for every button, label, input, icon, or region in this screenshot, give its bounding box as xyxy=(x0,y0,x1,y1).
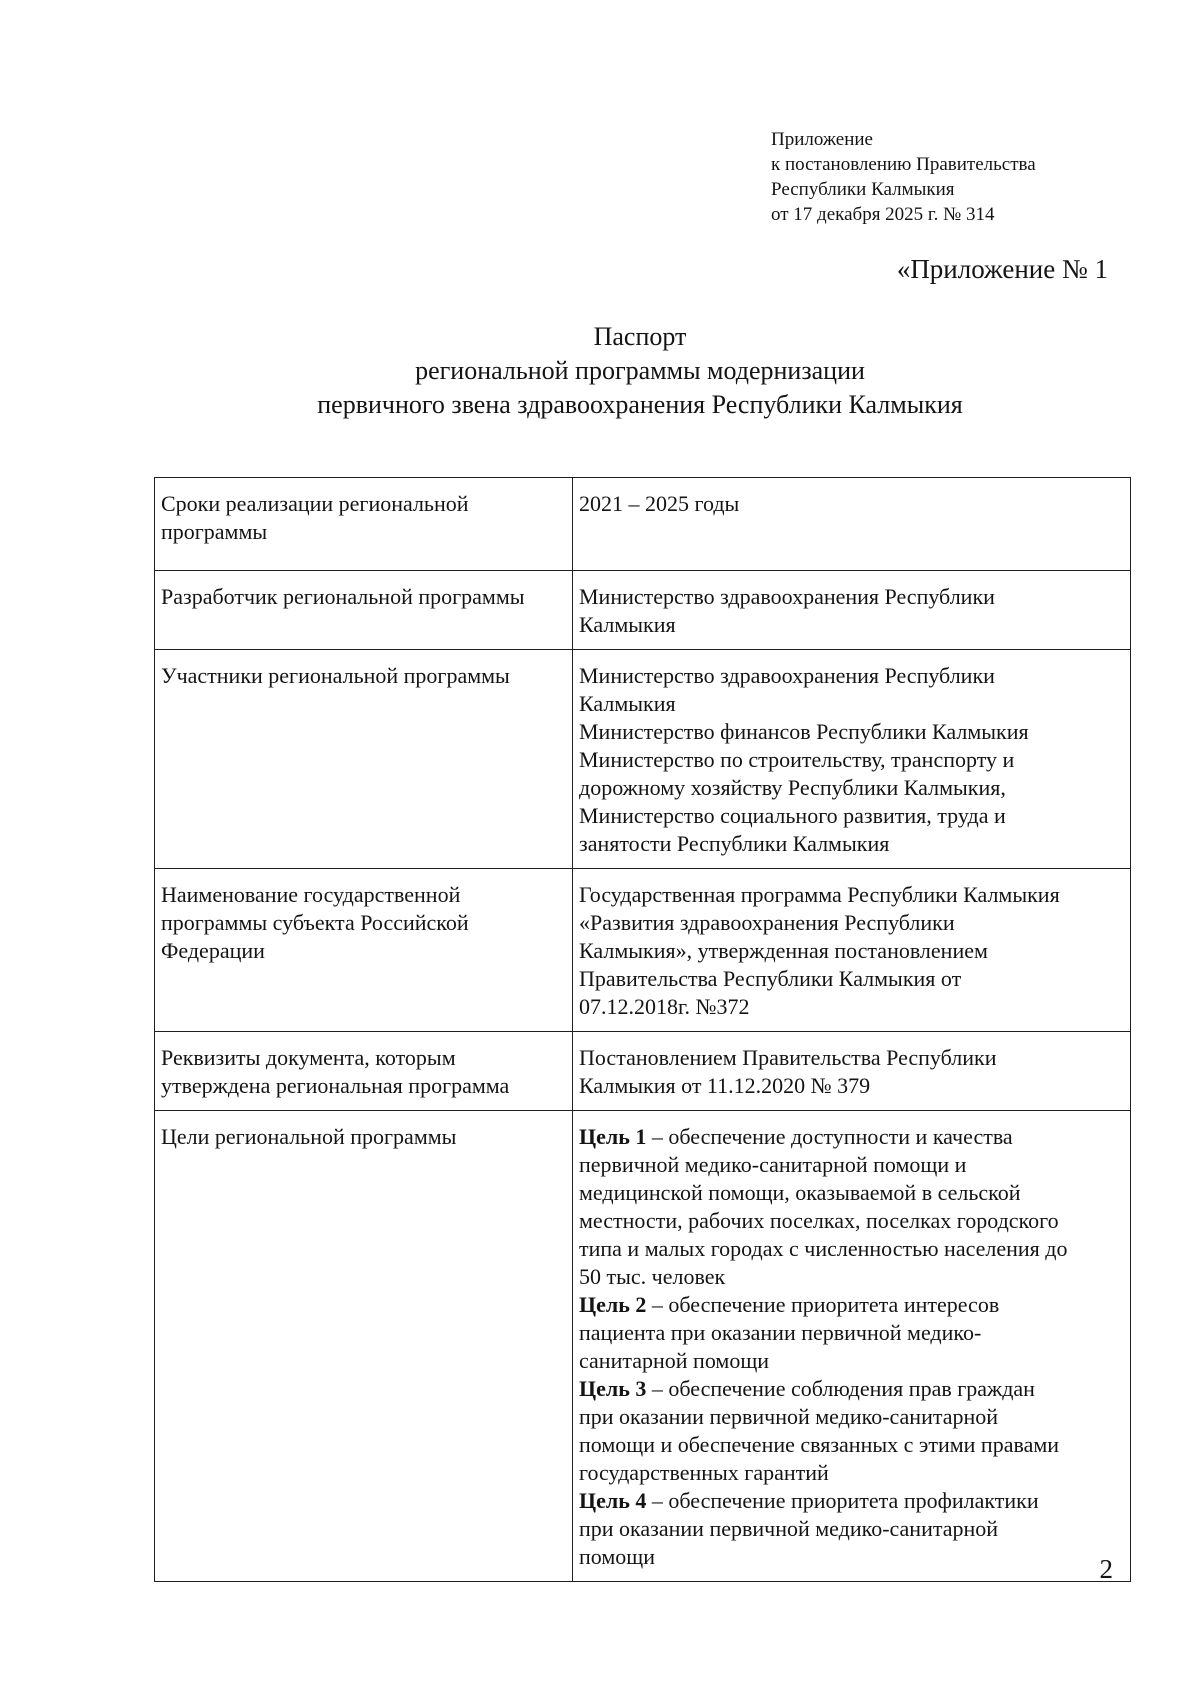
cell-line: 2021 – 2025 годы xyxy=(579,491,740,516)
row-label-cell xyxy=(155,571,573,650)
cell-line: дорожному хозяйству Республики Калмыкия, xyxy=(579,775,1006,800)
table-row xyxy=(155,1111,1131,1582)
cell-line: помощи xyxy=(579,1544,655,1569)
row-value-cell xyxy=(573,650,1131,869)
row-value-cell xyxy=(573,869,1131,1032)
title-line: Паспорт xyxy=(593,322,687,351)
title-line: региональной программы модернизации xyxy=(415,356,865,385)
goal-label: Цель 2 xyxy=(579,1292,647,1317)
cell-line: Правительства Республики Калмыкия от xyxy=(579,966,962,991)
cell-line: Участники региональной программы xyxy=(161,663,510,688)
cell-line: при оказании первичной медико-санитарной xyxy=(579,1516,999,1541)
row-label-cell xyxy=(155,478,573,571)
cell-line: Калмыкия xyxy=(579,691,676,716)
cell-line: при оказании первичной медико-санитарной xyxy=(579,1404,999,1429)
cell-line: Государственная программа Республики Калмыкия xyxy=(579,882,1060,907)
cell-line: Министерство социального развития, труда и xyxy=(579,803,1006,828)
cell-line: Министерство по строительству, транспорту и xyxy=(579,747,1015,772)
goal-text: – обеспечение приоритета интересов xyxy=(646,1292,1000,1317)
goal-text: – обеспечение приоритета профилактики xyxy=(646,1488,1039,1513)
goal-first-line xyxy=(579,1375,1124,1403)
goal-first-line xyxy=(579,1123,1124,1151)
table-row xyxy=(155,650,1131,869)
cell-line: Реквизиты документа, которым xyxy=(161,1045,456,1070)
cell-line: Калмыкия xyxy=(579,612,676,637)
cell-line: Цели региональной программы xyxy=(161,1124,457,1149)
row-label-cell xyxy=(155,1032,573,1111)
cell-line: Калмыкия», утвержденная постановлением xyxy=(579,938,988,963)
cell-line: пациента при оказании первичной медико- xyxy=(579,1320,982,1345)
goal-first-line xyxy=(579,1291,1124,1319)
approval-line: Республики Калмыкия xyxy=(771,179,955,200)
row-label-cell xyxy=(155,869,573,1032)
approval-line: Приложение xyxy=(771,129,873,150)
cell-line: 07.12.2018г. №372 xyxy=(579,994,750,1019)
cell-line: программы xyxy=(161,519,268,544)
cell-line: занятости Республики Калмыкия xyxy=(579,831,890,856)
cell-line: 50 тыс. человек xyxy=(579,1264,726,1289)
cell-line: Сроки реализации региональной xyxy=(161,491,469,516)
table-row xyxy=(155,571,1131,650)
cell-line: программы субъекта Российской xyxy=(161,910,469,935)
cell-line: помощи и обеспечение связанных с этими правами xyxy=(579,1432,1060,1457)
cell-line: Наименование государственной xyxy=(161,882,461,907)
table-row xyxy=(155,1032,1131,1111)
goal-label: Цель 3 xyxy=(579,1376,647,1401)
cell-line: Министерство здравоохранения Республики xyxy=(579,584,995,609)
row-label-cell xyxy=(155,650,573,869)
cell-line: местности, рабочих поселках, поселках городского xyxy=(579,1208,1059,1233)
cell-line: медицинской помощи, оказываемой в сельской xyxy=(579,1180,1021,1205)
cell-line: «Развития здравоохранения Республики xyxy=(579,910,955,935)
goal-label: Цель 1 xyxy=(579,1124,647,1149)
title-line: первичного звена здравоохранения Республики Калмыкия xyxy=(317,390,963,419)
cell-line: Калмыкия от 11.12.2020 № 379 xyxy=(579,1073,871,1098)
cell-line: Министерство финансов Республики Калмыкия xyxy=(579,719,1029,744)
page-number: 2 xyxy=(1099,1554,1113,1584)
goal-label: Цель 4 xyxy=(579,1488,647,1513)
cell-line: Разработчик региональной программы xyxy=(161,584,525,609)
cell-line: санитарной помощи xyxy=(579,1348,770,1373)
approval-stamp xyxy=(771,127,1036,227)
row-label-cell xyxy=(155,1111,573,1582)
row-value-cell xyxy=(573,571,1131,650)
table-row xyxy=(155,869,1131,1032)
row-value-cell xyxy=(573,478,1131,571)
row-value-cell xyxy=(573,1032,1131,1111)
goal-text: – обеспечение соблюдения прав граждан xyxy=(646,1376,1035,1401)
document-title xyxy=(90,320,1190,422)
cell-line: государственных гарантий xyxy=(579,1460,829,1485)
row-value-cell xyxy=(573,1111,1131,1582)
goal-text: – обеспечение доступности и качества xyxy=(646,1124,1013,1149)
cell-line: утверждена региональная программа xyxy=(161,1073,510,1098)
approval-line: от 17 декабря 2025 г. № 314 xyxy=(771,204,995,225)
cell-line: первичной медико-санитарной помощи и xyxy=(579,1152,967,1177)
table-row xyxy=(155,478,1131,571)
passport-table xyxy=(154,477,1131,1582)
cell-line: типа и малых городах с численностью населения до xyxy=(579,1236,1068,1261)
cell-line: Федерации xyxy=(161,938,265,963)
goal-first-line xyxy=(579,1487,1124,1515)
appendix-mark: «Приложение № 1 xyxy=(896,254,1108,284)
approval-line: к постановлению Правительства xyxy=(771,154,1036,175)
cell-line: Министерство здравоохранения Республики xyxy=(579,663,995,688)
cell-line: Постановлением Правительства Республики xyxy=(579,1045,997,1070)
